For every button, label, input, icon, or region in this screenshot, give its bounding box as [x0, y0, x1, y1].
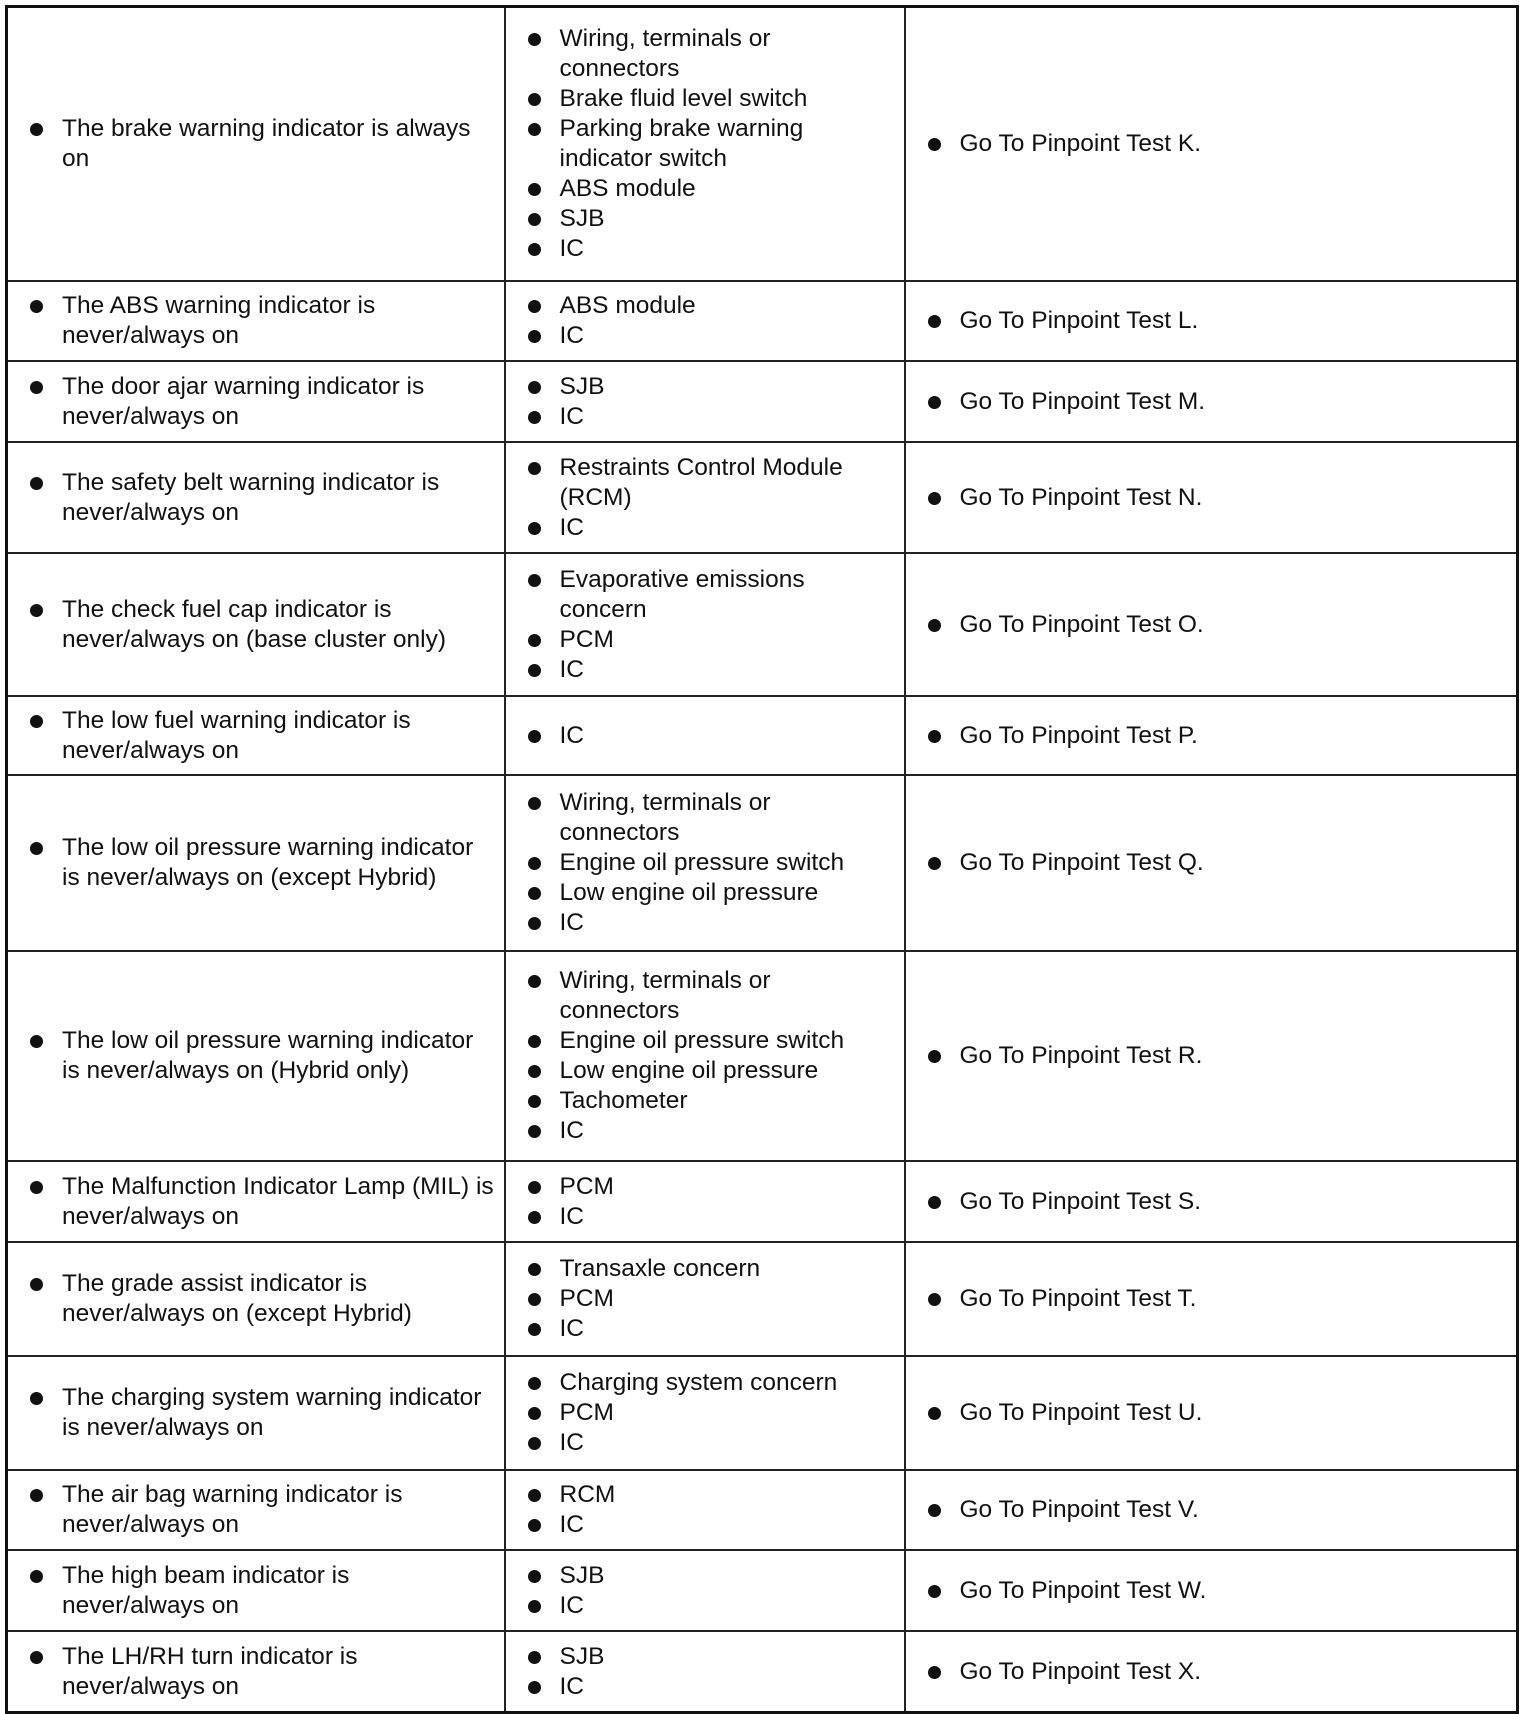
- possible-source-item: IC: [528, 321, 896, 351]
- possible-source-list: [528, 966, 896, 1146]
- condition-text: The low fuel warning indicator is never/always on: [30, 706, 496, 766]
- possible-source-item: ABS module: [528, 291, 896, 321]
- action-cell: [905, 775, 1518, 951]
- condition-list: [30, 1383, 496, 1443]
- action-list: [928, 721, 1509, 751]
- pinpoint-test-action: Go To Pinpoint Test N.: [928, 483, 1509, 513]
- action-cell: [905, 951, 1518, 1161]
- possible-source-cell: [505, 442, 905, 552]
- possible-source-item: IC: [528, 1591, 896, 1621]
- condition-cell: [7, 775, 505, 951]
- condition-list: [30, 1642, 496, 1702]
- possible-source-item: IC: [528, 1314, 896, 1344]
- condition-cell: [7, 1470, 505, 1551]
- condition-list: [30, 1480, 496, 1540]
- possible-source-cell: [505, 775, 905, 951]
- condition-list: [30, 595, 496, 655]
- action-list: [928, 610, 1509, 640]
- condition-cell: [7, 951, 505, 1161]
- possible-source-item: Wiring, terminals or connectors: [528, 24, 896, 84]
- possible-source-item: Low engine oil pressure: [528, 1056, 896, 1086]
- symptom-row: [7, 1470, 1518, 1551]
- possible-source-list: [528, 1480, 896, 1540]
- possible-source-item: Wiring, terminals or connectors: [528, 788, 896, 848]
- pinpoint-test-action: Go To Pinpoint Test S.: [928, 1187, 1509, 1217]
- action-cell: [905, 1161, 1518, 1242]
- action-cell: [905, 1631, 1518, 1712]
- possible-source-item: IC: [528, 1428, 896, 1458]
- action-list: [928, 306, 1509, 336]
- action-list: [928, 1041, 1509, 1071]
- action-list: [928, 129, 1509, 159]
- symptom-row: [7, 1356, 1518, 1470]
- possible-source-item: IC: [528, 1202, 896, 1232]
- symptom-row: [7, 442, 1518, 552]
- possible-source-item: SJB: [528, 372, 896, 402]
- condition-text: The LH/RH turn indicator is never/always on: [30, 1642, 496, 1702]
- possible-source-cell: [505, 1550, 905, 1631]
- condition-list: [30, 468, 496, 528]
- condition-text: The door ajar warning indicator is never/always on: [30, 372, 496, 432]
- symptom-row: [7, 1242, 1518, 1356]
- symptom-row: [7, 361, 1518, 442]
- possible-source-item: IC: [528, 655, 896, 685]
- condition-text: The check fuel cap indicator is never/always on (base cluster only): [30, 595, 496, 655]
- action-list: [928, 1398, 1509, 1428]
- condition-cell: [7, 1356, 505, 1470]
- condition-list: [30, 706, 496, 766]
- condition-text: The ABS warning indicator is never/always on: [30, 291, 496, 351]
- possible-source-item: Transaxle concern: [528, 1254, 896, 1284]
- possible-source-list: [528, 291, 896, 351]
- action-list: [928, 387, 1509, 417]
- possible-source-list: [528, 24, 896, 264]
- possible-source-item: PCM: [528, 625, 896, 655]
- symptom-row: [7, 7, 1518, 281]
- pinpoint-test-action: Go To Pinpoint Test U.: [928, 1398, 1509, 1428]
- possible-source-list: [528, 565, 896, 685]
- action-list: [928, 848, 1509, 878]
- pinpoint-test-action: Go To Pinpoint Test T.: [928, 1284, 1509, 1314]
- possible-source-item: ABS module: [528, 174, 896, 204]
- condition-list: [30, 372, 496, 432]
- pinpoint-test-action: Go To Pinpoint Test V.: [928, 1495, 1509, 1525]
- condition-cell: [7, 7, 505, 281]
- pinpoint-test-action: Go To Pinpoint Test P.: [928, 721, 1509, 751]
- possible-source-item: Low engine oil pressure: [528, 878, 896, 908]
- possible-source-cell: [505, 361, 905, 442]
- condition-list: [30, 114, 496, 174]
- symptom-row: [7, 281, 1518, 362]
- possible-source-cell: [505, 553, 905, 696]
- action-cell: [905, 1356, 1518, 1470]
- possible-source-list: [528, 1642, 896, 1702]
- possible-source-cell: [505, 1470, 905, 1551]
- condition-cell: [7, 1631, 505, 1712]
- possible-source-item: Engine oil pressure switch: [528, 1026, 896, 1056]
- possible-source-item: SJB: [528, 204, 896, 234]
- action-list: [928, 1657, 1509, 1687]
- condition-cell: [7, 1242, 505, 1356]
- possible-source-item: SJB: [528, 1642, 896, 1672]
- pinpoint-test-action: Go To Pinpoint Test Q.: [928, 848, 1509, 878]
- possible-source-list: [528, 721, 896, 751]
- possible-source-cell: [505, 1242, 905, 1356]
- possible-source-item: Tachometer: [528, 1086, 896, 1116]
- condition-cell: [7, 1550, 505, 1631]
- possible-source-item: IC: [528, 1116, 896, 1146]
- condition-cell: [7, 696, 505, 775]
- possible-source-cell: [505, 1356, 905, 1470]
- possible-source-item: Restraints Control Module (RCM): [528, 453, 896, 513]
- symptom-row: [7, 1161, 1518, 1242]
- condition-list: [30, 291, 496, 351]
- possible-source-item: SJB: [528, 1561, 896, 1591]
- condition-text: The charging system warning indicator is never/always on: [30, 1383, 496, 1443]
- action-cell: [905, 361, 1518, 442]
- condition-text: The low oil pressure warning indicator is never/always on (Hybrid only): [30, 1026, 496, 1086]
- condition-text: The Malfunction Indicator Lamp (MIL) is never/always on: [30, 1172, 496, 1232]
- possible-source-item: IC: [528, 513, 896, 543]
- possible-source-list: [528, 453, 896, 543]
- possible-source-item: IC: [528, 402, 896, 432]
- pinpoint-test-action: Go To Pinpoint Test O.: [928, 610, 1509, 640]
- condition-cell: [7, 442, 505, 552]
- possible-source-cell: [505, 696, 905, 775]
- action-list: [928, 1576, 1509, 1606]
- possible-source-list: [528, 1172, 896, 1232]
- possible-source-item: Charging system concern: [528, 1368, 896, 1398]
- action-cell: [905, 281, 1518, 362]
- condition-list: [30, 1561, 496, 1621]
- action-cell: [905, 442, 1518, 552]
- condition-list: [30, 1172, 496, 1232]
- condition-text: The air bag warning indicator is never/always on: [30, 1480, 496, 1540]
- condition-list: [30, 1026, 496, 1086]
- possible-source-cell: [505, 281, 905, 362]
- condition-text: The low oil pressure warning indicator is never/always on (except Hybrid): [30, 833, 496, 893]
- pinpoint-test-action: Go To Pinpoint Test W.: [928, 1576, 1509, 1606]
- condition-list: [30, 833, 496, 893]
- possible-source-item: IC: [528, 1672, 896, 1702]
- possible-source-cell: [505, 1161, 905, 1242]
- symptom-row: [7, 553, 1518, 696]
- condition-cell: [7, 361, 505, 442]
- pinpoint-test-action: Go To Pinpoint Test L.: [928, 306, 1509, 336]
- possible-source-cell: [505, 951, 905, 1161]
- possible-source-item: RCM: [528, 1480, 896, 1510]
- condition-text: The safety belt warning indicator is never/always on: [30, 468, 496, 528]
- possible-source-item: Brake fluid level switch: [528, 84, 896, 114]
- possible-source-cell: [505, 1631, 905, 1712]
- action-cell: [905, 696, 1518, 775]
- possible-source-item: Evaporative emissions concern: [528, 565, 896, 625]
- possible-source-item: IC: [528, 908, 896, 938]
- possible-source-item: PCM: [528, 1172, 896, 1202]
- action-cell: [905, 1242, 1518, 1356]
- action-list: [928, 1495, 1509, 1525]
- symptom-row: [7, 951, 1518, 1161]
- pinpoint-test-action: Go To Pinpoint Test X.: [928, 1657, 1509, 1687]
- action-list: [928, 1284, 1509, 1314]
- possible-source-item: Parking brake warning indicator switch: [528, 114, 896, 174]
- condition-text: The high beam indicator is never/always on: [30, 1561, 496, 1621]
- possible-source-list: [528, 788, 896, 938]
- symptom-chart-body: [7, 7, 1518, 1713]
- condition-text: The grade assist indicator is never/always on (except Hybrid): [30, 1269, 496, 1329]
- action-cell: [905, 1550, 1518, 1631]
- symptom-row: [7, 696, 1518, 775]
- possible-source-item: IC: [528, 234, 896, 264]
- possible-source-item: PCM: [528, 1284, 896, 1314]
- pinpoint-test-action: Go To Pinpoint Test K.: [928, 129, 1509, 159]
- condition-cell: [7, 281, 505, 362]
- symptom-row: [7, 1550, 1518, 1631]
- possible-source-item: IC: [528, 721, 896, 751]
- condition-cell: [7, 553, 505, 696]
- possible-source-item: Wiring, terminals or connectors: [528, 966, 896, 1026]
- symptom-row: [7, 1631, 1518, 1712]
- possible-source-item: PCM: [528, 1398, 896, 1428]
- possible-source-list: [528, 1368, 896, 1458]
- action-cell: [905, 7, 1518, 281]
- condition-text: The brake warning indicator is always on: [30, 114, 496, 174]
- action-cell: [905, 1470, 1518, 1551]
- possible-source-list: [528, 1254, 896, 1344]
- action-cell: [905, 553, 1518, 696]
- pinpoint-test-action: Go To Pinpoint Test R.: [928, 1041, 1509, 1071]
- possible-source-item: IC: [528, 1510, 896, 1540]
- possible-source-list: [528, 372, 896, 432]
- symptom-chart-table: [5, 5, 1519, 1714]
- symptom-row: [7, 775, 1518, 951]
- condition-list: [30, 1269, 496, 1329]
- possible-source-item: Engine oil pressure switch: [528, 848, 896, 878]
- action-list: [928, 483, 1509, 513]
- pinpoint-test-action: Go To Pinpoint Test M.: [928, 387, 1509, 417]
- action-list: [928, 1187, 1509, 1217]
- possible-source-cell: [505, 7, 905, 281]
- possible-source-list: [528, 1561, 896, 1621]
- condition-cell: [7, 1161, 505, 1242]
